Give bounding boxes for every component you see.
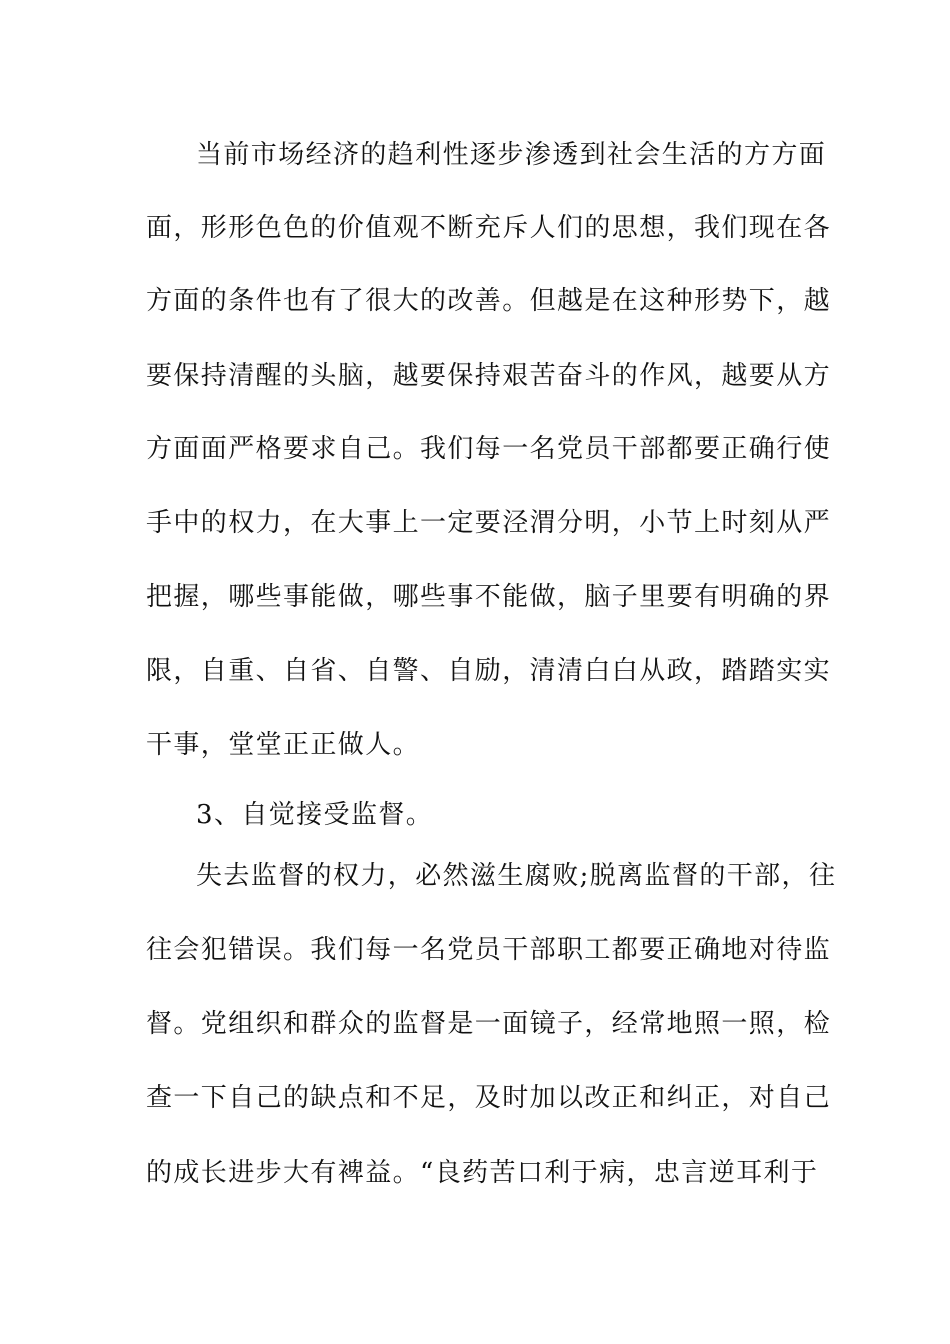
paragraph-1-line-9: 干事，堂堂正正做人。 [146, 730, 421, 760]
paragraph-2-line-4: 查一下自己的缺点和不足，及时加以改正和纠正，对自己 [146, 1083, 832, 1113]
paragraph-1-line-5: 方面面严格要求自己。我们每一名党员干部都要正确行使 [146, 434, 832, 464]
paragraph-1-line-2: 面，形形色色的价值观不断充斥人们的思想，我们现在各 [146, 213, 832, 243]
paragraph-2-line-1: 失去监督的权力，必然滋生腐败;脱离监督的干部，往 [196, 861, 837, 891]
paragraph-2-line-5: 的成长进步大有裨益。“良药苦口利于病，忠言逆耳利于 [146, 1158, 819, 1188]
paragraph-2-line-3: 督。党组织和群众的监督是一面镜子，经常地照一照，检 [146, 1009, 832, 1039]
paragraph-1-line-3: 方面的条件也有了很大的改善。但越是在这种形势下，越 [146, 286, 832, 316]
paragraph-1-line-6: 手中的权力，在大事上一定要泾渭分明，小节上时刻从严 [146, 508, 832, 538]
paragraph-2-line-2: 往会犯错误。我们每一名党员干部职工都要正确地对待监 [146, 935, 832, 965]
paragraph-1-line-8: 限，自重、自省、自警、自励，清清白白从政，踏踏实实 [146, 656, 832, 686]
paragraph-1-line-4: 要保持清醒的头脑，越要保持艰苦奋斗的作风，越要从方 [146, 361, 832, 391]
section-heading: 3、自觉接受监督。 [196, 800, 434, 830]
paragraph-1-line-1: 当前市场经济的趋利性逐步渗透到社会生活的方方面 [196, 140, 827, 170]
paragraph-1-line-7: 把握，哪些事能做，哪些事不能做，脑子里要有明确的界 [146, 582, 832, 612]
